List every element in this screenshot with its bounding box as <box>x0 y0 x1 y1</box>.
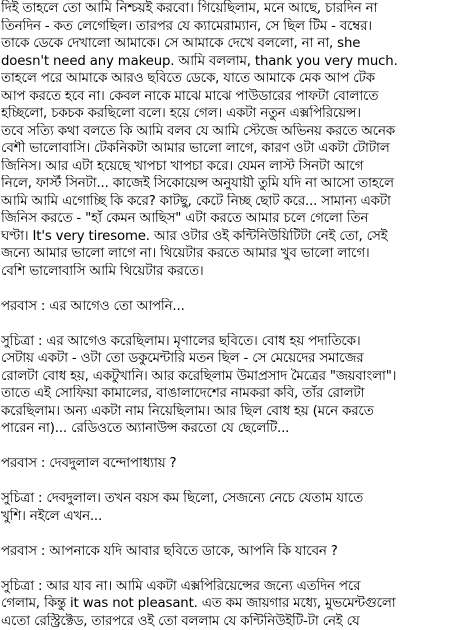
text-line: বেশী ভালোবাসি। টেকনিকটা আমার ভালো লাগে, কারণ ওটা একটা টোটাল <box>1 140 454 158</box>
text-line: জিনিস। আর এটা হয়েছে খাপচা খাপচা করে। যেমন লাস্ট সিনটা আগে <box>1 158 454 176</box>
text-line: সেটায় একটা - ওটা তো ডকুমেন্টারি মতন ছিল - সে মেয়েদের সমাজের <box>1 350 454 368</box>
text-line: জিনিস করতে - "হাঁ কেমন আছিস" এটা করতে আমার চলে গেলো তিন <box>1 210 454 228</box>
text-line: তাতে এই সোফিয়া কামালের, বাঙালাদেশের নামকরা কবি, তাঁর রোলটা <box>1 385 454 403</box>
text-line: খুশি। নইলে এখন... <box>1 508 454 526</box>
text-line: তাকে ডেকে দেখালো আমাকে। সে আমাকে দেখে বললো, না না, she <box>1 35 454 53</box>
text-line: রোলটা বোধ হয়, একটুখানি। আর করেছিলাম উমাপ্রসাদ মৈত্রের "জয়বাংলা"। <box>1 368 454 386</box>
paragraph-gap <box>1 560 454 578</box>
text-line: দিই তাহলে তো আমি নিশ্চয়ই করবো। গিয়েছিলাম, মনে আছে, চারদিন না <box>1 0 454 18</box>
text-line: হচ্ছিলো, চকচক করছিলো বলে। হয়ে গেল। একটা নতুন এক্সপিরিয়েন্স। <box>1 105 454 123</box>
text-line: তিনদিন - কত লেগেছিল। তারপর যে ক্যামেরাম্যান, সে ছিল টিম - বম্বের। <box>1 18 454 36</box>
text-line: করেছিলাম। অন্য একটা নাম নিয়েছিলাম। আর ছিল বোধ হয় (মনে করতে <box>1 403 454 421</box>
interviewer-question: পরবাস : আপনাকে যদি আবার ছবিতে ডাকে, আপনি কি যাবেন ? <box>1 543 454 561</box>
interviewer-question: পরবাস : দেবদুলাল বন্দোপাধ্যায় ? <box>1 455 454 473</box>
paragraph-gap <box>1 473 454 491</box>
text-line: জন্যে আমার ভালো লাগে না। থিয়েটার করতে আমার খুব ভালো লাগে। <box>1 245 454 263</box>
text-line: তবে সত্যি কথা বলতে কি আমি বলব যে আমি স্টেজে অভিনয় করতে অনেক <box>1 123 454 141</box>
interviewer-question: পরবাস : এর আগেও তো আপনি... <box>1 298 454 316</box>
text-line: বেশি ভালোবাসি আমি থিয়েটার করতে। <box>1 263 454 281</box>
text-line: এতো রেস্ট্রিক্টেড, তারপরে ওই তো বললাম যে কন্টিনিউইটি-টা নেই যে <box>1 613 454 630</box>
text-line: সুচিত্রা : আর যাব না। আমি একটা এক্সপিরিয়েন্সের জন্যে এতদিন পরে <box>1 578 454 596</box>
text-line: পারেন না)... রেডিওতে অ্যানাউন্স করতো যে ছেলেটি... <box>1 420 454 438</box>
paragraph-gap <box>1 315 454 333</box>
text-line: সুচিত্রা : এর আগেও করেছিলাম। মৃণালের ছবিতে। বোধ হয় পদাতিকে। <box>1 333 454 351</box>
text-line: গেলাম, কিন্তু it was not pleasant. এত কম জায়গার মধ্যে, মুভমেন্টগুলো <box>1 595 454 613</box>
text-line: doesn't need any makeup. আমি বললাম, thank you very much. <box>1 53 454 71</box>
text-line: ঘণ্টা। It's very tiresome. আর ওটার ওই কন্টিনিউয়িটিটা নেই তো, সেই <box>1 228 454 246</box>
text-line: সুচিত্রা : দেবদুলাল। তখন বয়স কম ছিলো, সেজন্যে নেচে যেতাম যাতে <box>1 490 454 508</box>
text-line: নিলে, ফার্স্ট সিনটা... কাজেই সিকোয়েন্স অনুযায়ী তুমি যদি না আসো তাহলে <box>1 175 454 193</box>
text-line: তাহলে পরে আমাকে আরও ছবিতে ডেকে, যাতে আমাকে মেক আপ টেক <box>1 70 454 88</box>
paragraph-gap <box>1 280 454 298</box>
document-page <box>1 0 454 630</box>
text-line: আপ করতে হবে না। কেবল নাকে মাঝে মাঝে পাউডারের পাফটা বোলাতে <box>1 88 454 106</box>
text-line: আমি আমি এগোচ্ছি কি করে? কাটছু, কেটে নিচ্ছ ছোট করে... সামান্য একটা <box>1 193 454 211</box>
paragraph-gap <box>1 525 454 543</box>
paragraph-gap <box>1 438 454 456</box>
